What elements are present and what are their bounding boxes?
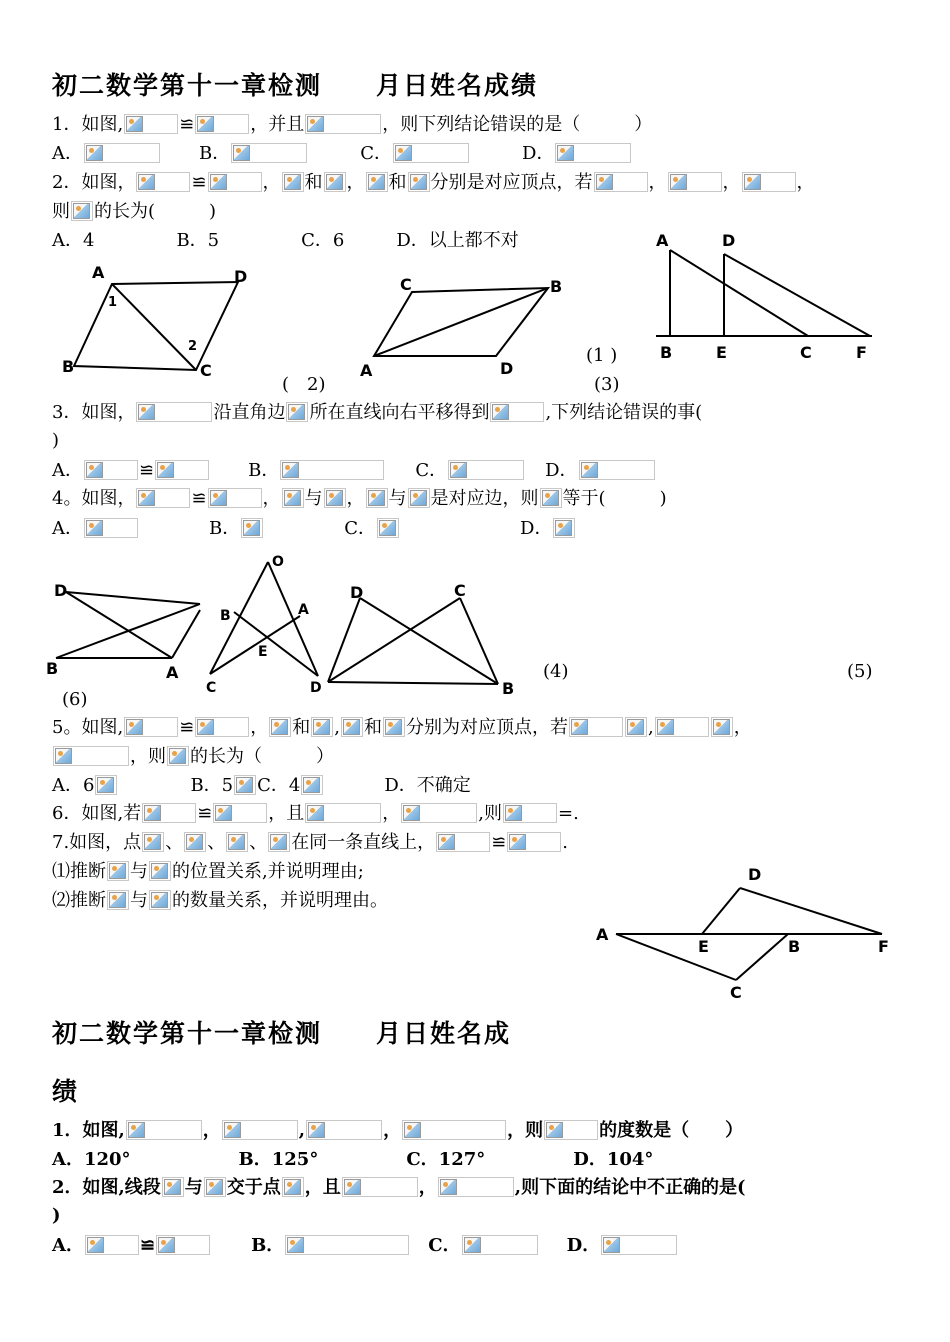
- image-placeholder-icon: [305, 803, 381, 823]
- image-placeholder-icon: [84, 143, 160, 163]
- figure-caption: (5): [847, 661, 873, 682]
- image-placeholder-icon: [490, 402, 544, 422]
- image-placeholder-icon: [594, 172, 648, 192]
- svg-text:E: E: [716, 343, 727, 362]
- svg-text:B: B: [502, 679, 515, 698]
- figure-line-triangles-7: [592, 860, 902, 1006]
- image-placeholder-icon: [668, 172, 722, 192]
- image-placeholder-icon: [742, 172, 796, 192]
- page-title-2-cont: 绩: [52, 1077, 80, 1106]
- image-placeholder-icon: [204, 1177, 226, 1197]
- image-placeholder-icon: [569, 717, 623, 737]
- question-p2: 2．如图,线段 与 交于点 ，且 ， ,则下面的结论中不正确的是(: [52, 1177, 746, 1198]
- question-p2-cont: ): [52, 1205, 61, 1226]
- image-placeholder-icon: [222, 1120, 298, 1140]
- question-7-part-2: ⑵推断 与 的数量关系，并说明理由。: [52, 890, 388, 911]
- svg-text:E: E: [258, 644, 268, 660]
- image-placeholder-icon: [383, 717, 405, 737]
- image-placeholder-icon: [268, 832, 290, 852]
- image-placeholder-icon: [555, 143, 631, 163]
- image-placeholder-icon: [136, 402, 212, 422]
- svg-text:2: 2: [188, 339, 198, 354]
- image-placeholder-icon: [269, 717, 291, 737]
- image-placeholder-icon: [377, 518, 399, 538]
- svg-text:D: D: [500, 359, 514, 378]
- image-placeholder-icon: [282, 172, 304, 192]
- page-title-2: 初二数学第十一章检测 月日姓名成: [52, 1019, 512, 1048]
- svg-text:B: B: [220, 608, 231, 624]
- image-placeholder-icon: [107, 861, 129, 881]
- image-placeholder-icon: [136, 172, 190, 192]
- image-placeholder-icon: [324, 172, 346, 192]
- image-placeholder-icon: [149, 861, 171, 881]
- question-p1-options: A．120° B．125° C．127° D．104°: [52, 1149, 654, 1170]
- image-placeholder-icon: [213, 803, 267, 823]
- image-placeholder-icon: [167, 746, 189, 766]
- image-placeholder-icon: [711, 717, 733, 737]
- image-placeholder-icon: [342, 1177, 418, 1197]
- svg-text:C: C: [454, 581, 466, 600]
- image-placeholder-icon: [231, 143, 307, 163]
- figure-parallelogram-2: [352, 268, 582, 384]
- question-3-cont: ): [52, 430, 60, 451]
- svg-text:D: D: [722, 231, 736, 250]
- svg-text:A: A: [360, 361, 373, 380]
- figure-triangles-translation: [648, 226, 888, 368]
- image-placeholder-icon: [241, 518, 263, 538]
- image-placeholder-icon: [107, 890, 129, 910]
- figure-caption: (6): [62, 689, 88, 710]
- figure-caption: (4): [543, 661, 569, 682]
- figure-triangles-5: [200, 550, 330, 696]
- image-placeholder-icon: [208, 172, 262, 192]
- svg-text:E: E: [698, 937, 709, 956]
- figure-caption: ( 2): [282, 374, 326, 395]
- svg-text:C: C: [206, 680, 217, 696]
- image-placeholder-icon: [136, 488, 190, 508]
- image-placeholder-icon: [402, 1120, 506, 1140]
- svg-text:C: C: [200, 361, 212, 380]
- question-1-options: A． B． C． D．: [52, 143, 632, 165]
- svg-text:B: B: [550, 277, 563, 296]
- image-placeholder-icon: [124, 114, 178, 134]
- image-placeholder-icon: [436, 832, 490, 852]
- image-placeholder-icon: [553, 518, 575, 538]
- image-placeholder-icon: [540, 488, 562, 508]
- image-placeholder-icon: [156, 1235, 210, 1255]
- svg-text:D: D: [54, 581, 68, 600]
- image-placeholder-icon: [438, 1177, 514, 1197]
- image-placeholder-icon: [124, 717, 178, 737]
- image-placeholder-icon: [142, 832, 164, 852]
- image-placeholder-icon: [85, 1235, 139, 1255]
- image-placeholder-icon: [655, 717, 709, 737]
- question-5: 5。如图, ≌ ， 和 , 和 分别为对应顶点，若 , ，: [52, 717, 752, 738]
- image-placeholder-icon: [306, 1120, 382, 1140]
- question-5-options: A．6 B．5 C．4 D．不确定: [52, 775, 471, 796]
- image-placeholder-icon: [208, 488, 262, 508]
- svg-text:A: A: [596, 925, 609, 944]
- image-placeholder-icon: [448, 460, 524, 480]
- image-placeholder-icon: [53, 746, 129, 766]
- svg-text:B: B: [46, 659, 59, 678]
- image-placeholder-icon: [95, 775, 117, 795]
- svg-text:B: B: [788, 937, 801, 956]
- image-placeholder-icon: [195, 114, 249, 134]
- question-6: 6．如图,若 ≌ ，且 ， ,则 =.: [52, 803, 579, 824]
- image-placeholder-icon: [282, 488, 304, 508]
- svg-text:F: F: [878, 937, 889, 956]
- image-placeholder-icon: [408, 488, 430, 508]
- image-placeholder-icon: [162, 1177, 184, 1197]
- svg-text:C: C: [730, 983, 742, 1002]
- question-3: 3．如图， 沿直角边 所在直线向右平移得到 ,下列结论错误的事(: [52, 402, 703, 423]
- svg-text:B: B: [62, 357, 75, 376]
- image-placeholder-icon: [601, 1235, 677, 1255]
- image-placeholder-icon: [84, 518, 138, 538]
- image-placeholder-icon: [126, 1120, 202, 1140]
- svg-text:F: F: [856, 343, 867, 362]
- image-placeholder-icon: [462, 1235, 538, 1255]
- image-placeholder-icon: [71, 201, 93, 221]
- svg-text:O: O: [272, 554, 284, 570]
- svg-text:C: C: [400, 275, 412, 294]
- svg-text:A: A: [656, 231, 669, 250]
- image-placeholder-icon: [579, 460, 655, 480]
- svg-text:D: D: [350, 583, 364, 602]
- image-placeholder-icon: [408, 172, 430, 192]
- question-4-options: A． B． C． D．: [52, 518, 576, 540]
- question-2-cont: 则 的长为( ): [52, 201, 217, 222]
- question-7: 7.如图，点 、 、 、 在同一条直线上， ≌ .: [52, 832, 569, 853]
- svg-text:1: 1: [108, 295, 118, 310]
- page-title: 初二数学第十一章检测 月日姓名成绩: [52, 71, 539, 100]
- question-p2-options: A． ≌ B． C． D．: [52, 1235, 678, 1257]
- svg-text:A: A: [92, 263, 105, 282]
- image-placeholder-icon: [195, 717, 249, 737]
- svg-text:D: D: [310, 680, 322, 696]
- image-placeholder-icon: [366, 488, 388, 508]
- image-placeholder-icon: [507, 832, 561, 852]
- figure-triangles-6: [322, 580, 522, 700]
- question-2: 2．如图， ≌ ， 和 ， 和 分别是对应顶点，若 ， ， ，: [52, 172, 815, 193]
- figure-caption: (1 ): [586, 345, 618, 366]
- image-placeholder-icon: [311, 717, 333, 737]
- svg-text:A: A: [166, 663, 179, 682]
- image-placeholder-icon: [184, 832, 206, 852]
- image-placeholder-icon: [366, 172, 388, 192]
- image-placeholder-icon: [234, 775, 256, 795]
- image-placeholder-icon: [142, 803, 196, 823]
- image-placeholder-icon: [84, 460, 138, 480]
- image-placeholder-icon: [149, 890, 171, 910]
- image-placeholder-icon: [544, 1120, 598, 1140]
- image-placeholder-icon: [282, 1177, 304, 1197]
- svg-text:D: D: [234, 267, 248, 286]
- image-placeholder-icon: [301, 775, 323, 795]
- image-placeholder-icon: [324, 488, 346, 508]
- image-placeholder-icon: [503, 803, 557, 823]
- image-placeholder-icon: [393, 143, 469, 163]
- image-placeholder-icon: [341, 717, 363, 737]
- image-placeholder-icon: [286, 402, 308, 422]
- svg-text:C: C: [800, 343, 812, 362]
- question-5-cont: ，则 的长为（ ）: [52, 746, 334, 768]
- image-placeholder-icon: [226, 832, 248, 852]
- figure-crossed-triangles-4: [44, 580, 204, 684]
- question-2-options: A．4 B．5 C．6 D．以上都不对: [52, 230, 519, 251]
- image-placeholder-icon: [401, 803, 477, 823]
- question-4: 4。如图， ≌ ， 与 ， 与 是对应边，则 等于( ): [52, 488, 667, 509]
- question-1: 1．如图, ≌ ，并且 ，则下列结论错误的是（ ）: [52, 114, 653, 135]
- question-3-options: A． ≌ B． C． D．: [52, 460, 656, 482]
- image-placeholder-icon: [285, 1235, 409, 1255]
- question-p1: 1．如图, ， , ， ，则 的度数是（ ）: [52, 1120, 744, 1141]
- question-7-part-1: ⑴推断 与 的位置关系,并说明理由;: [52, 861, 364, 882]
- image-placeholder-icon: [305, 114, 381, 134]
- svg-text:B: B: [660, 343, 673, 362]
- svg-text:D: D: [748, 865, 762, 884]
- svg-text:A: A: [298, 602, 309, 618]
- figure-caption: (3): [594, 374, 620, 395]
- image-placeholder-icon: [625, 717, 647, 737]
- image-placeholder-icon: [155, 460, 209, 480]
- image-placeholder-icon: [280, 460, 384, 480]
